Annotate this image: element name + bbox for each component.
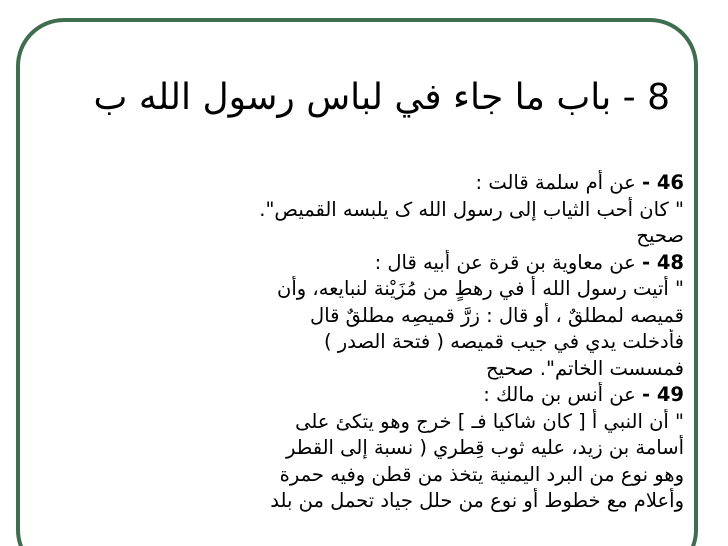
body-line-7 (52, 329, 684, 356)
body-line-3 (52, 223, 684, 250)
body-line-9 (52, 382, 684, 409)
body-line-4 (52, 250, 684, 277)
slide-body (52, 170, 684, 515)
line-text: عن أم سلمة قالت : (475, 171, 642, 194)
body-line-10 (52, 409, 684, 436)
body-line-13 (52, 488, 684, 515)
body-line-2 (52, 197, 684, 224)
line-text: قميصه لمطلقٌ ، أو قال : زرَّ قميصِه مطلقٌ قال (310, 303, 684, 327)
body-line-12 (52, 462, 684, 489)
line-text: وأعلام مع خطوط أو نوع من حلل جياد تحمل من بلد (270, 489, 684, 512)
body-line-8 (52, 356, 684, 383)
body-line-6 (52, 303, 684, 330)
line-text: فمسست الخاتم". صحيح (485, 356, 684, 380)
line-text: " كان أحب الثياب إلى رسول الله ک يلبسه القميص". (259, 197, 684, 221)
hadith-number: 48 - (641, 250, 684, 274)
hadith-number: 46 - (641, 171, 684, 194)
body-line-5 (52, 276, 684, 303)
slide-title: 8 - باب ما جاء في لباس رسول الله ب (93, 77, 670, 118)
line-text: عن معاوية بن قرة عن أبيه قال : (374, 250, 642, 274)
line-text: " أتيت رسول الله أ في رهطٍ من مُزَيْنة لنبايعه، وأن (277, 277, 684, 300)
body-line-11 (52, 435, 684, 462)
line-text: صحيح (636, 224, 684, 247)
line-text: فأدخلت يدي في جيب قميصه ( فتحة الصدر ) (323, 330, 684, 353)
line-text: أسامة بن زيد، عليه ثوب قِطري ( نسبة إلى القطر (285, 436, 684, 459)
line-text: عن أنس بن مالك : (483, 383, 642, 406)
line-text: وهو نوع من البرد اليمنية يتخذ من قطن وفيه حمرة (279, 462, 684, 486)
body-line-1 (52, 170, 684, 197)
hadith-number: 49 - (641, 383, 684, 406)
line-text: " أن النبي أ [ كان شاكيا فـ ] خرج وهو يتكئ على (295, 409, 684, 433)
